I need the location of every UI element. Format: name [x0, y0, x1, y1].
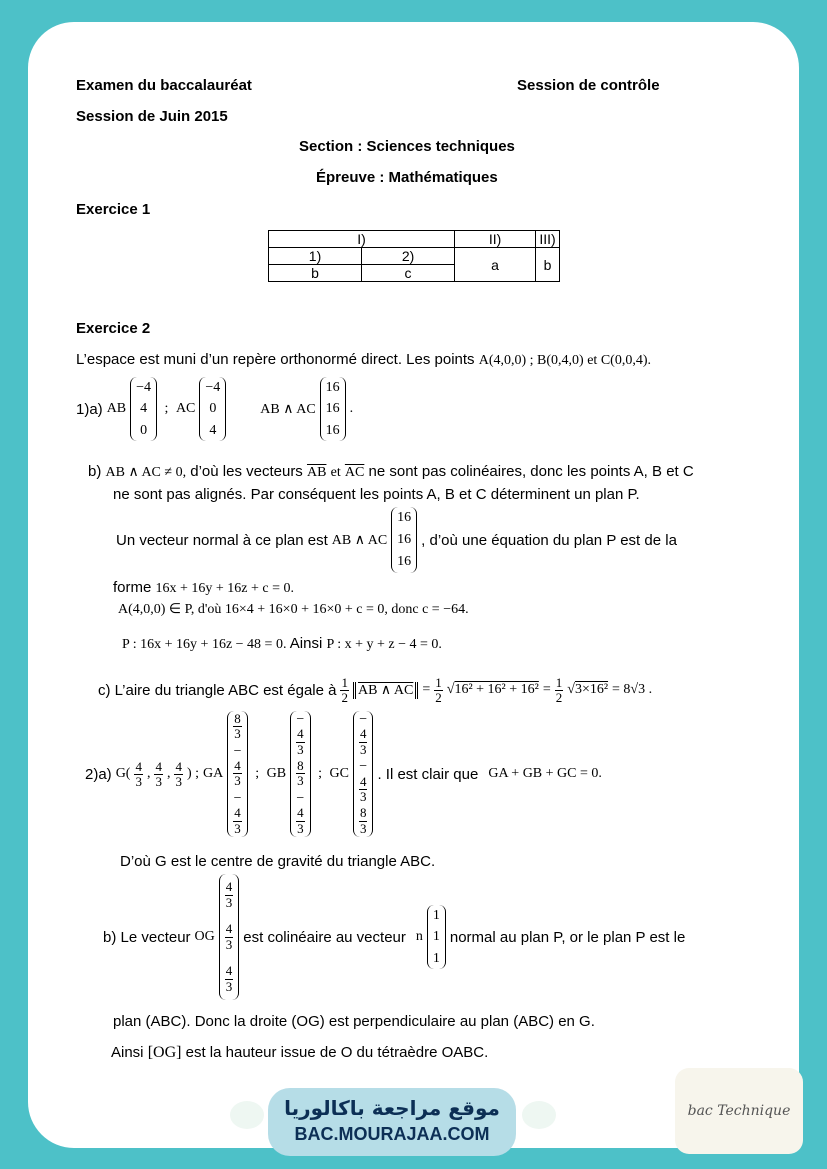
frac-num: 4 — [359, 773, 367, 789]
vec-comp: −4 — [205, 379, 221, 395]
vec-gb — [290, 711, 311, 837]
vec-comp: 1 — [432, 929, 440, 945]
vec-ab-name: AB — [106, 401, 127, 416]
plane-eq-simplified: P : x + y + z − 4 = 0. — [326, 637, 442, 652]
exam-title: Examen du baccalauréat — [76, 77, 252, 94]
q2b-line — [103, 872, 685, 1002]
forme-eq: 16x + 16y + 16z + c = 0. — [155, 581, 295, 596]
frac-num: 4 — [225, 879, 233, 895]
fraction — [174, 760, 183, 788]
session-type: Session de contrôle — [517, 77, 660, 94]
exercise2-title: Exercice 2 — [76, 320, 151, 337]
q1b-line2: ne sont pas alignés. Par conséquent les points A, B et C déterminent un plan P. — [113, 486, 640, 503]
site-url[interactable]: BAC.MOURAJAA.COM — [294, 1124, 490, 1144]
vec-ga-name: GA — [203, 766, 224, 781]
vec-comp: 0 — [140, 422, 148, 438]
vec-ac-name: AC — [175, 401, 196, 416]
site-badge[interactable] — [268, 1088, 516, 1156]
sqrt-content: 16² + 16² + 16² — [454, 682, 539, 697]
session-date: Session de Juin 2015 — [76, 108, 228, 125]
normal-text: , d’où une équation du plan P est de la — [421, 531, 677, 549]
frac-num: 4 — [234, 805, 241, 821]
table-cell: 1) — [269, 248, 362, 265]
exercise1-title: Exercice 1 — [76, 201, 151, 218]
q1b-vec: $\overline{AB}$ — [306, 465, 327, 480]
intro-line — [76, 351, 651, 369]
vec-comp: −4 — [136, 379, 152, 395]
vec-og-name: OG — [194, 929, 215, 944]
q1c-line: c) L’aire du triangle ABC est égale à $\frac{1}{2}$ AB ∧ AC = $\frac{1}{2}$ √16² + 16² + 16² = $\frac{1}{2}$ √3×16² = 8√3 . — [98, 674, 653, 705]
sign: − — [233, 743, 242, 759]
sign: − — [359, 712, 368, 728]
q1b-text: ne sont pas colinéaires, donc les points A, B et C — [368, 463, 694, 480]
vec-comp: 4 — [209, 422, 217, 438]
frac-num: 1 — [341, 674, 348, 690]
forme-line — [113, 579, 294, 597]
frac-num: 8 — [234, 711, 241, 727]
point-g: G( — [115, 766, 131, 781]
vec-gc — [353, 711, 374, 837]
table-cell: a — [455, 248, 536, 282]
frac-den: 3 — [359, 741, 367, 757]
table-cell: c — [362, 265, 455, 282]
forme-text: forme — [113, 579, 152, 596]
vec-comp: 16 — [397, 510, 412, 526]
intro-text: L’espace est muni d’un repère orthonormé direct. Les points — [76, 351, 475, 368]
frac-num: 4 — [155, 758, 162, 774]
vec-comp: 16 — [397, 554, 412, 570]
frac-den: 3 — [297, 820, 304, 836]
clair-text: . Il est clair que — [377, 765, 479, 783]
site-logo-icon — [230, 1101, 264, 1129]
epreuve-title: Épreuve : Mathématiques — [316, 169, 498, 186]
q1c-result: = 8√3 . — [612, 682, 653, 697]
frac-num: 4 — [234, 758, 241, 774]
q2a-line: 2)a) G( $\frac{4}{3}$ , $\frac{4}{3}$ , $\frac{4}{3}$ ) ; GA 8 3 − 4 3 − 4 3 ; GB − 4 3 8 3 − 4 3 ; GC − 4 3 − 4 3 8 3 . Il est clair que GA + GB + GC = 0. — [85, 711, 602, 836]
site-logo-icon — [522, 1101, 556, 1129]
frac-den: 3 — [175, 773, 182, 789]
hauteur-text: est la hauteur issue de O du tétraèdre OABC. — [185, 1044, 489, 1061]
sign: − — [359, 759, 368, 775]
frac-den: 3 — [234, 773, 241, 789]
table-header: II) — [455, 231, 536, 248]
vec-comp: 16 — [325, 422, 340, 438]
frac-den: 3 — [225, 978, 233, 994]
plane-eq-line — [122, 635, 442, 653]
hauteur-line — [111, 1044, 488, 1062]
vec-comp: 1 — [432, 907, 440, 923]
q2b-text: normal au plan P, or le plan P est le — [449, 928, 686, 946]
vec-comp: 16 — [325, 379, 340, 395]
frac-num: 4 — [297, 805, 304, 821]
plane-eq: P : 16x + 16y + 16z − 48 = 0. — [122, 637, 287, 652]
q1b-math: AB ∧ AC ≠ 0, — [105, 465, 187, 480]
q2b-text: est colinéaire au vecteur — [243, 928, 406, 946]
q1b-label: b) — [88, 463, 102, 480]
site-arabic: موقع مراجعة باكالوريا — [284, 1096, 500, 1120]
vec-comp: 16 — [325, 401, 340, 417]
table-cell: b — [536, 248, 560, 282]
centre-line: D’où G est le centre de gravité du triangle ABC. — [120, 853, 436, 870]
q2b-text: b) Le vecteur — [103, 928, 191, 946]
frac-num: 1 — [435, 674, 442, 690]
normal-line — [116, 505, 677, 575]
a-in-p: A(4,0,0) ∈ P, d'où 16×4 + 16×0 + 16×0 + c = 0, donc c = −64. — [118, 602, 469, 617]
frac-num: 8 — [297, 758, 304, 774]
vec-cross — [391, 507, 417, 573]
ainsi-text: Ainsi — [289, 635, 323, 652]
vector-sum: GA + GB + GC = 0. — [488, 766, 602, 781]
frac-num: 4 — [135, 758, 142, 774]
frac-num: 1 — [555, 674, 563, 690]
sign: − — [296, 712, 305, 728]
sign: − — [233, 790, 242, 806]
q1c-text: c) L’aire du triangle ABC est égale à — [98, 681, 337, 699]
vec-comp: 16 — [397, 532, 412, 548]
q1b-vec: $\overline{AC}$ — [344, 465, 365, 480]
q1b-line — [88, 463, 694, 481]
frac-num: 4 — [297, 726, 304, 742]
frac-den: 3 — [155, 773, 162, 789]
frac-den: 3 — [359, 820, 367, 836]
q2a-label: 2)a) — [85, 765, 112, 783]
table-cell: b — [269, 265, 362, 282]
fraction — [340, 676, 349, 704]
sign: − — [296, 790, 305, 806]
vec-ac — [199, 377, 226, 441]
frac-num: 4 — [175, 758, 182, 774]
sqrt-content: 3×16² — [574, 682, 609, 697]
vec-gc-name: GC — [329, 766, 349, 781]
vec-gb-name: GB — [266, 766, 287, 781]
vec-ga — [227, 711, 248, 837]
vec-ab — [130, 377, 157, 441]
norm-content: AB ∧ AC — [357, 682, 414, 698]
fraction — [154, 760, 163, 788]
vec-n-name: n — [415, 929, 423, 944]
q1b-et: et — [330, 465, 341, 480]
q1a-label: 1)a) — [76, 400, 103, 418]
frac-den: 3 — [234, 820, 241, 836]
table-header: III) — [536, 231, 560, 248]
points-text: A(4,0,0) ; B(0,4,0) et C(0,0,4). — [478, 353, 651, 368]
frac-num: 4 — [225, 921, 233, 937]
vec-cross — [320, 377, 346, 441]
cross-name: AB ∧ AC — [331, 532, 388, 548]
frac-den: 2 — [435, 689, 442, 705]
fraction — [134, 760, 143, 788]
norm — [353, 682, 418, 699]
frac-den: 2 — [341, 689, 348, 705]
vec-comp: 0 — [209, 401, 217, 417]
frac-den: 3 — [225, 936, 233, 952]
table-cell: 2) — [362, 248, 455, 265]
fraction — [555, 676, 564, 704]
plan-line: plan (ABC). Donc la droite (OG) est perpendiculaire au plan (ABC) en G. — [113, 1013, 595, 1030]
table-header: I) — [269, 231, 455, 248]
frac-den: 3 — [234, 726, 241, 742]
frac-num: 8 — [359, 805, 367, 821]
fraction — [434, 676, 443, 704]
q1b-text: d’où les vecteurs — [190, 463, 303, 480]
frac-den: 3 — [225, 894, 233, 910]
vec-comp: 1 — [432, 950, 440, 966]
frac-den: 3 — [297, 741, 304, 757]
frac-den: 3 — [359, 788, 367, 804]
frac-num: 4 — [225, 963, 233, 979]
vec-n — [427, 905, 446, 969]
section-title: Section : Sciences techniques — [299, 138, 515, 155]
frac-den: 3 — [297, 773, 304, 789]
bac-technique-logo: bac Technique — [675, 1068, 803, 1154]
ainsi-text: Ainsi — [111, 1044, 144, 1061]
segment-og: [OG] — [147, 1044, 182, 1061]
frac-den: 2 — [555, 689, 563, 705]
vec-og — [219, 874, 240, 1000]
frac-num: 4 — [359, 726, 367, 742]
cross-name: AB ∧ AC — [260, 401, 316, 417]
answer-table — [268, 230, 560, 282]
q1a-line: 1)a) AB −4 4 0 ; AC −4 0 4 AB ∧ AC 16 16 16 . — [76, 375, 353, 443]
normal-text: Un vecteur normal à ce plan est — [116, 531, 328, 549]
vec-comp: 4 — [140, 401, 148, 417]
frac-den: 3 — [135, 773, 142, 789]
